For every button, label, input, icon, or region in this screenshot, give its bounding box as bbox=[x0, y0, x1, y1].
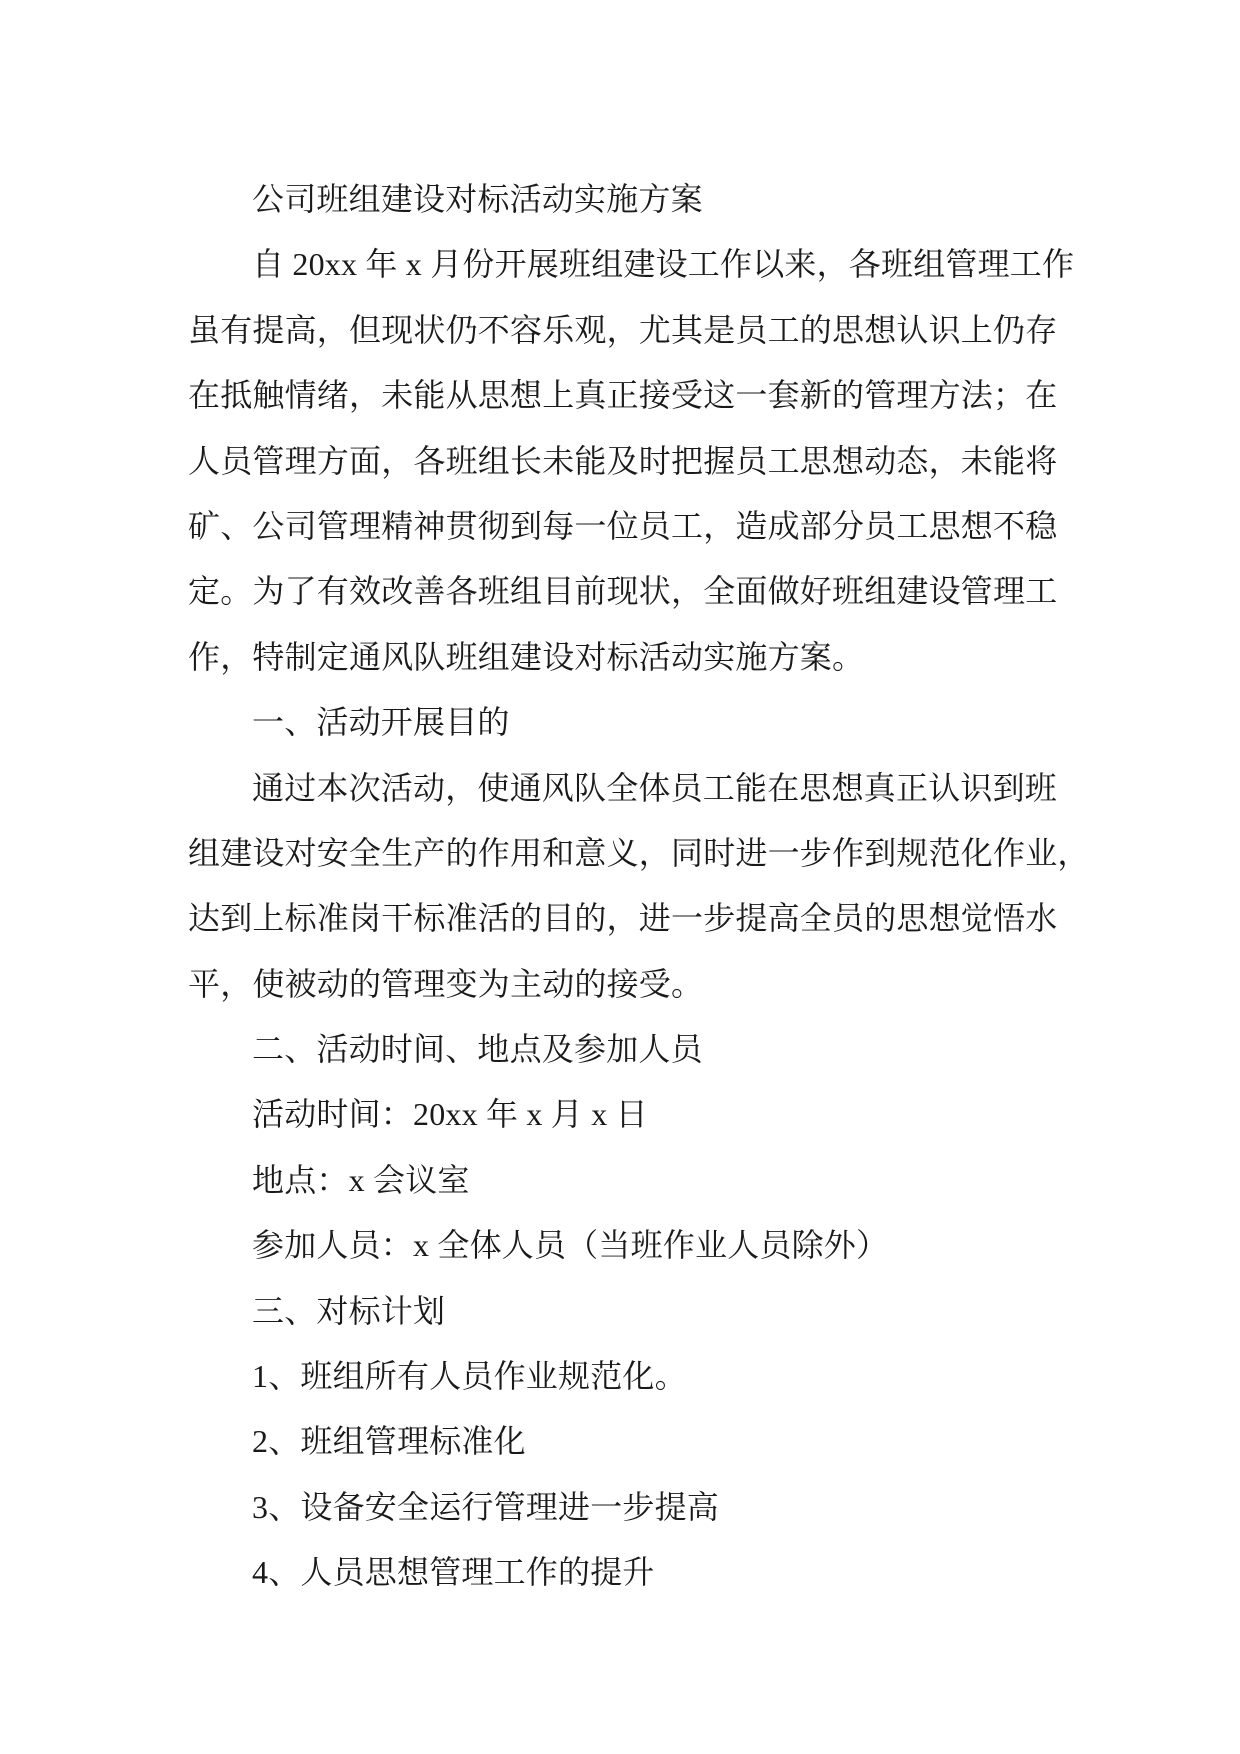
intro-paragraph bbox=[188, 232, 1090, 690]
activity-participants: 参加人员：x 全体人员（当班作业人员除外） bbox=[252, 1227, 889, 1264]
plan-item: 1、班组所有人员作业规范化。 bbox=[252, 1358, 687, 1395]
purpose-line: 组建设对安全生产的作用和意义，同时进一步作到规范化作业， bbox=[188, 834, 1090, 871]
section-heading-plan: 三、对标计划 bbox=[252, 1292, 446, 1329]
activity-time: 活动时间：20xx 年 x 月 x 日 bbox=[252, 1096, 648, 1133]
intro-line: 定。为了有效改善各班组目前现状，全面做好班组建设管理工 bbox=[188, 573, 1058, 610]
intro-line: 矿、公司管理精神贯彻到每一位员工，造成部分员工思想不稳 bbox=[188, 507, 1058, 544]
plan-list bbox=[188, 1344, 1090, 1606]
plan-item: 4、人员思想管理工作的提升 bbox=[252, 1554, 655, 1591]
section-heading-purpose: 一、活动开展目的 bbox=[252, 704, 510, 741]
purpose-line: 通过本次活动，使通风队全体员工能在思想真正认识到班 bbox=[252, 769, 1058, 806]
plan-item: 2、班组管理标准化 bbox=[252, 1423, 526, 1460]
intro-line: 虽有提高，但现状仍不容乐观，尤其是员工的思想认识上仍存 bbox=[188, 311, 1058, 348]
document-title: 公司班组建设对标活动实施方案 bbox=[252, 181, 703, 217]
purpose-line: 达到上标准岗干标准活的目的，进一步提高全员的思想觉悟水 bbox=[188, 900, 1058, 937]
activity-place: 地点：x 会议室 bbox=[252, 1161, 470, 1198]
intro-line: 人员管理方面，各班组长未能及时把握员工思想动态，未能将 bbox=[188, 442, 1058, 479]
purpose-line: 平，使被动的管理变为主动的接受。 bbox=[188, 965, 704, 1002]
section-heading-schedule: 二、活动时间、地点及参加人员 bbox=[252, 1031, 703, 1068]
intro-line: 在抵触情绪，未能从思想上真正接受这一套新的管理方法；在 bbox=[188, 377, 1058, 414]
plan-item: 3、设备安全运行管理进一步提高 bbox=[252, 1488, 720, 1525]
purpose-paragraph bbox=[188, 756, 1090, 1018]
intro-line: 作，特制定通风队班组建设对标活动实施方案。 bbox=[188, 638, 865, 675]
intro-line: 自 20xx 年 x 月份开展班组建设工作以来，各班组管理工作 bbox=[252, 246, 1075, 283]
